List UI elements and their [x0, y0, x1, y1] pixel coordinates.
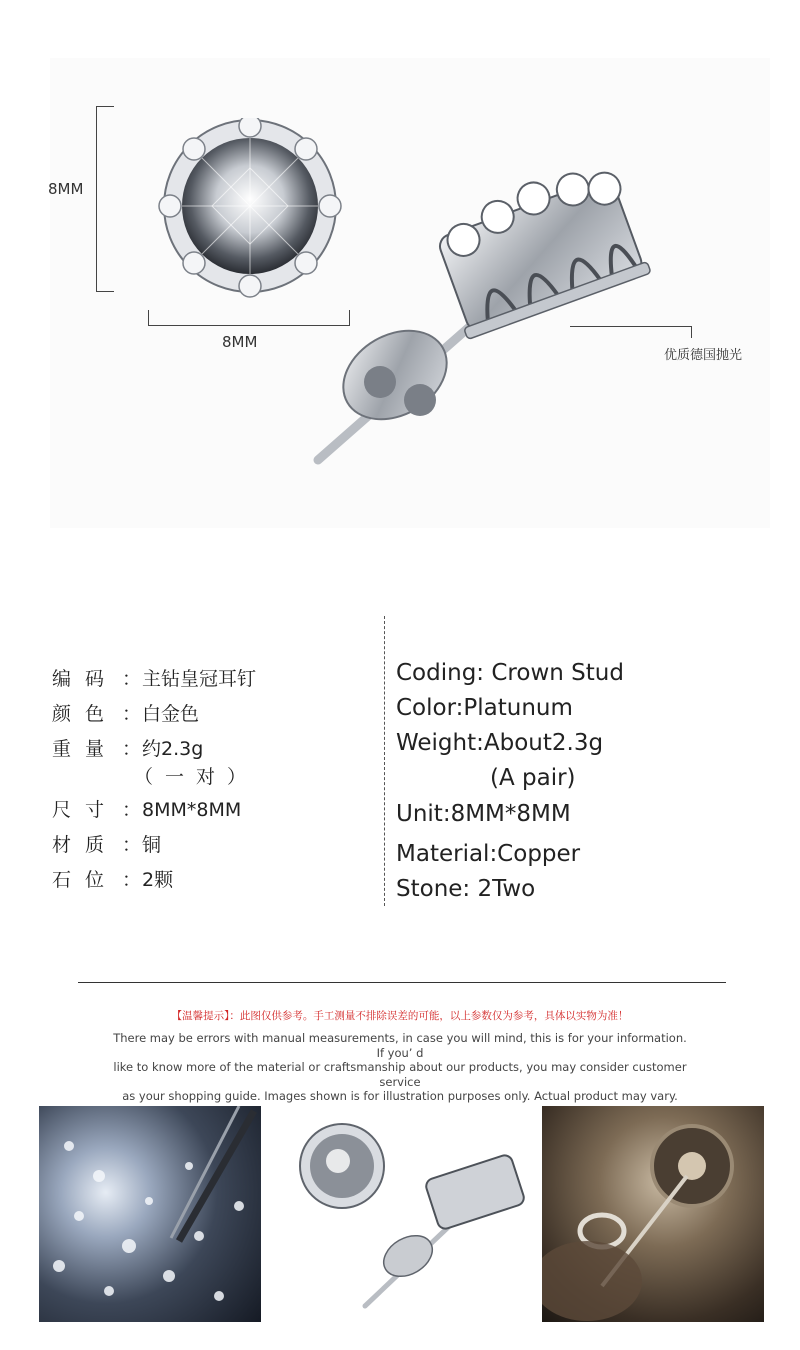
- spec-value: 白金色: [142, 703, 200, 725]
- spec-row-material: 材质 ：铜: [52, 830, 256, 860]
- spec-en-unit: Unit:8MM*8MM: [396, 801, 571, 827]
- spec-key: 重量: [52, 738, 119, 760]
- spec-value: 8MM*8MM: [142, 799, 242, 821]
- earring-product-photo: [290, 1106, 530, 1322]
- spec-divider: [384, 616, 385, 906]
- polish-callout-line: [570, 326, 692, 338]
- notice-chinese: 【温馨提示】：此图仅供参考。手工测量不排除误差的可能，以上参数仅为参考，具体以实物为准！: [171, 1010, 629, 1022]
- spec-en-stone: Stone: 2Two: [396, 876, 536, 902]
- spec-list-english: [396, 660, 624, 911]
- width-dimension-label: 8MM: [222, 333, 258, 351]
- crown-earring-icon: [300, 150, 660, 480]
- notice-english: There may be errors with manual measurements, in case you will mind, this is for your information. If you’ d like to know more of the material or craftsmanship about our products, you may consider customer service as your shopping guide. Images shown is for illustration purposes only. Actual product may vary.: [113, 1031, 687, 1103]
- spec-key: 编码: [52, 668, 119, 690]
- spec-row-weight: 重量 ：约2.3g （一对）: [52, 734, 256, 790]
- polish-callout-label: 优质德国抛光: [664, 348, 743, 363]
- spec-row-size: 尺寸 ：8MM*8MM: [52, 795, 256, 825]
- spec-en-color: Color:Platunum: [396, 695, 573, 721]
- spec-value: 2颗: [142, 869, 174, 891]
- height-dimension-label: 8MM: [48, 180, 84, 198]
- spec-en-weight: Weight:About2.3g: [396, 730, 604, 756]
- section-divider: [78, 982, 726, 983]
- spec-row-stone: 石位 ：2颗: [52, 865, 256, 895]
- spec-row-color: 颜色 ：白金色: [52, 699, 256, 729]
- height-dimension-bracket: [96, 106, 114, 292]
- craftsmanship-photo: [542, 1106, 764, 1322]
- spec-row-coding: 编码 ：主钻皇冠耳钉: [52, 664, 256, 694]
- spec-en-coding: Coding: Crown Stud: [396, 660, 624, 686]
- spec-list-chinese: [52, 664, 259, 900]
- loose-diamonds-photo: [39, 1106, 261, 1322]
- spec-en-weight-note: (A pair): [490, 765, 576, 791]
- spec-key: 石位: [52, 869, 119, 891]
- spec-value: 铜: [142, 834, 162, 856]
- spec-en-material: Material:Copper: [396, 841, 581, 867]
- spec-value: 约2.3g: [142, 738, 204, 760]
- spec-key: 尺寸: [52, 799, 119, 821]
- spec-sub-note: （一对）: [134, 766, 259, 788]
- spec-key: 颜色: [52, 703, 119, 725]
- spec-key: 材质: [52, 834, 119, 856]
- spec-value: 主钻皇冠耳钉: [142, 668, 257, 690]
